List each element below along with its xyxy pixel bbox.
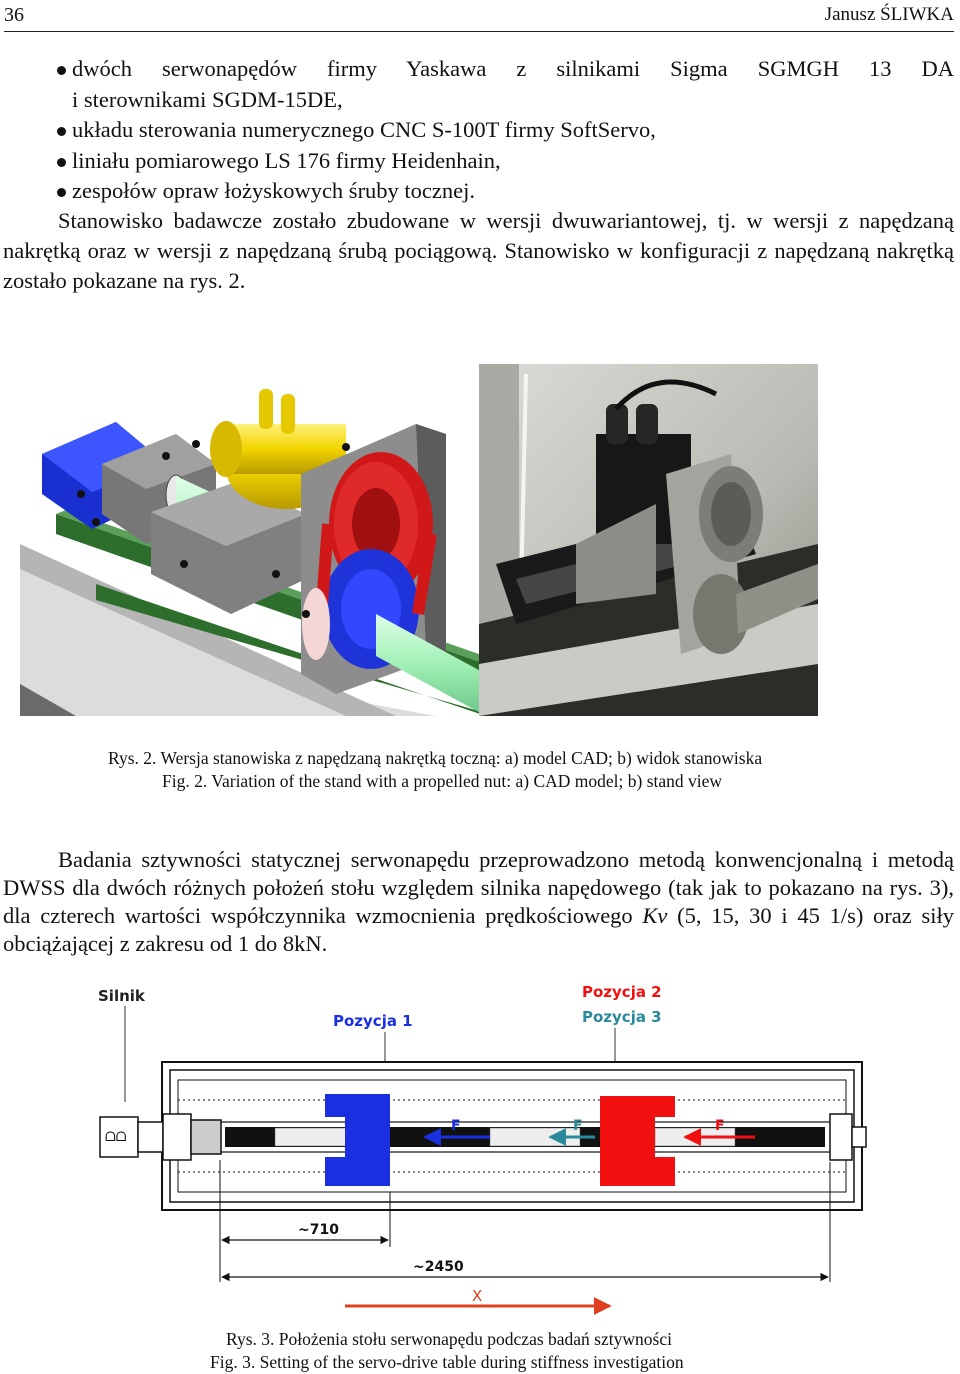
figure-2-caption-pl: Rys. 2. Wersja stanowiska z napędzaną nakrętką toczną: a) model CAD; b) widok stanowiska xyxy=(108,748,763,768)
figure-2 xyxy=(16,364,818,716)
list-item: liniału pomiarowego LS 176 firmy Heidenhain, xyxy=(58,146,954,177)
dimension-long-label: ~2450 xyxy=(413,1259,464,1275)
force-label: F xyxy=(451,1118,461,1134)
list-item: zespołów opraw łożyskowych śruby tocznej. xyxy=(58,176,954,207)
list-item: dwóch serwonapędów firmy Yaskawa z silnikami Sigma SGMGH 13 DA xyxy=(58,54,954,85)
paragraph: Stanowisko badawcze zostało zbudowane w wersji dwuwariantowej, tj. w wersji z napędzaną nakrętką oraz w wersji z napędzaną śrubą pociągową. Stanowisko w konfiguracji z napędzaną nakrętką zostało pokazane na rys. 2. xyxy=(3,208,954,293)
force-label: F xyxy=(715,1118,725,1134)
figure-3-caption-en: Fig. 3. Setting of the servo-drive table during stiffness investigation xyxy=(210,1352,684,1372)
force-label: F xyxy=(573,1118,583,1134)
component-list xyxy=(58,54,954,207)
machine-frame xyxy=(162,1062,862,1210)
list-item: układu sterowania numerycznego CNC S-100T firmy SoftServo, xyxy=(58,115,954,146)
figure-3-diagram xyxy=(95,982,870,1322)
kv-symbol: Kv xyxy=(642,903,668,928)
page-number: 36 xyxy=(4,4,24,26)
dimension-short-label: ~710 xyxy=(298,1222,339,1238)
x-axis-label: X xyxy=(472,1287,483,1305)
end-bearing xyxy=(830,1114,852,1160)
header-rule xyxy=(4,31,954,32)
position-3-label: Pozycja 3 xyxy=(582,1008,662,1026)
list-item-continuation: i sterownikami SGDM-15DE, xyxy=(72,86,343,112)
position-2-label: Pozycja 2 xyxy=(582,983,662,1001)
figure-3-caption-pl: Rys. 3. Położenia stołu serwonapędu podczas badań sztywności xyxy=(226,1329,672,1349)
svg-text:ᗝᗝ: ᗝᗝ xyxy=(105,1130,127,1145)
paragraph: Badania sztywności statycznej serwonapędu przeprowadzono metodą konwencjonalną i metodą DWSS dla dwóch różnych położeń stołu względem silnika napędowego (tak jak to pokazano na rys. 3), dla czterech wartości współczynnika wzmocnienia prędkościowego Kv (5, 15, 30 i 45 1/s) oraz siły obciążającej z zakresu od 1 do 8kN. xyxy=(3,847,955,956)
motor-stub xyxy=(100,1114,221,1160)
position-1-label: Pozycja 1 xyxy=(333,1012,413,1030)
running-header-author: Janusz ŚLIWKA xyxy=(824,4,954,25)
stand-photo-image xyxy=(479,364,818,716)
motor-label: Silnik xyxy=(98,987,145,1005)
cad-model-image xyxy=(20,389,496,716)
figure-2-caption-en: Fig. 2. Variation of the stand with a propelled nut: a) CAD model; b) stand view xyxy=(162,771,723,791)
